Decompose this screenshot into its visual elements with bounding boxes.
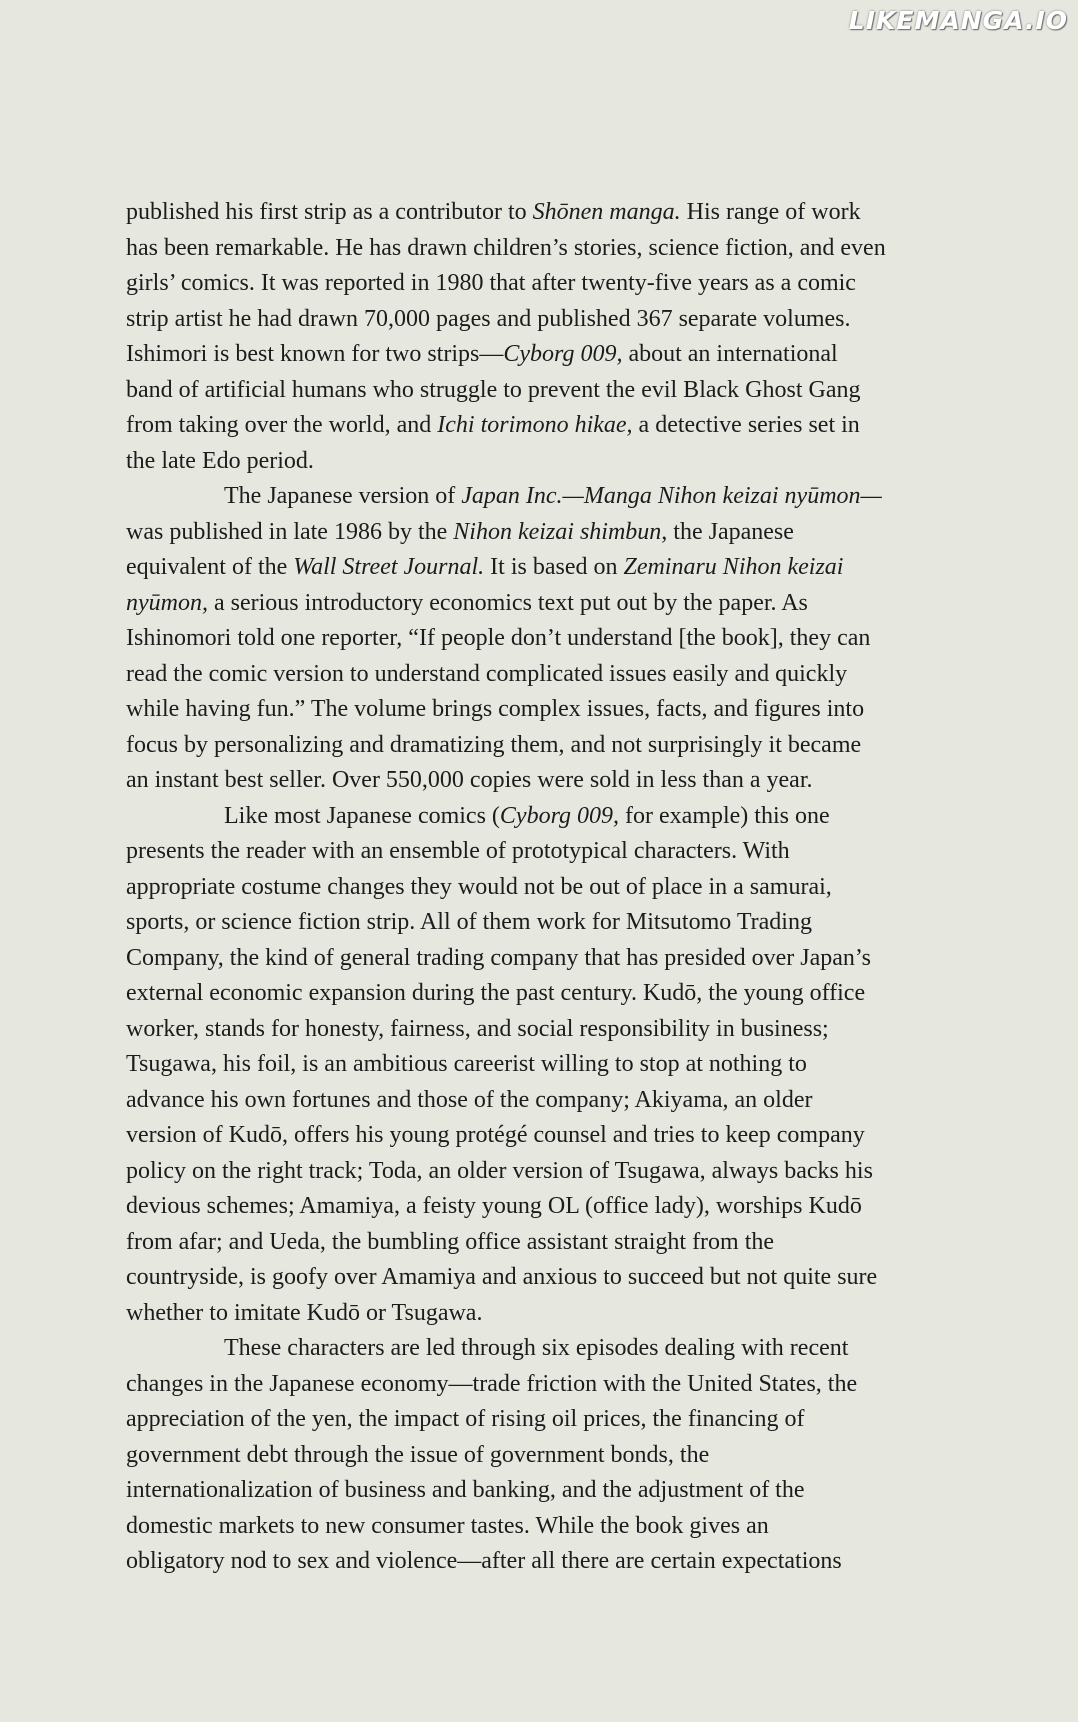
site-watermark: LIKEMANGA.IO	[848, 6, 1068, 35]
text-run: the Japanese	[667, 518, 794, 545]
text-line	[126, 550, 996, 586]
text-line	[126, 231, 996, 267]
text-line	[126, 692, 996, 728]
text-run: version of Kudō, offers his young protégé counsel and tries to keep company	[126, 1122, 865, 1148]
text-run: girls’ comics. It was reported in 1980 that after twenty-five years as a comic	[126, 270, 856, 296]
italic-text: Wall Street Journal.	[293, 554, 485, 580]
text-line	[126, 266, 996, 302]
text-run: Ishimori is best known for two strips—	[126, 341, 504, 367]
text-run: from taking over the world, and	[126, 412, 438, 438]
italic-text: nyūmon,	[126, 589, 208, 616]
text-line	[126, 1225, 996, 1261]
text-line	[126, 728, 996, 764]
text-run: published his first strip as a contributor to	[126, 199, 533, 225]
italic-text: Nihon keizai shimbun,	[453, 518, 668, 545]
text-run: advance his own fortunes and those of the company; Akiyama, an older	[126, 1086, 813, 1113]
text-line	[126, 337, 996, 373]
text-line	[126, 870, 996, 906]
italic-text: Cyborg 009,	[503, 341, 623, 367]
text-run: band of artificial humans who struggle to prevent the evil Black Ghost Gang	[126, 376, 861, 403]
text-run: changes in the Japanese economy—trade friction with the United States, the	[126, 1370, 858, 1397]
text-run: about an international	[622, 341, 838, 367]
text-line	[126, 586, 996, 622]
text-run: an instant best seller. Over 550,000 copies were sold in less than a year.	[126, 767, 813, 793]
italic-text: Cyborg 009,	[499, 802, 620, 829]
text-line	[126, 444, 996, 480]
text-run: while having fun.” The volume brings complex issues, facts, and figures into	[126, 696, 865, 722]
text-run: obligatory nod to sex and violence—after all there are certain expectations	[126, 1548, 842, 1574]
text-run: countryside, is goofy over Amamiya and anxious to succeed but not quite sure	[126, 1264, 878, 1290]
text-line	[126, 373, 996, 409]
paragraph	[126, 1331, 996, 1580]
text-line	[126, 941, 996, 977]
text-run: appreciation of the yen, the impact of rising oil prices, the financing of	[126, 1406, 805, 1432]
text-run: external economic expansion during the past century. Kudō, the young office	[126, 980, 866, 1006]
text-run: was published in late 1986 by the	[126, 518, 454, 545]
text-line	[126, 1509, 996, 1545]
text-line	[126, 515, 996, 551]
text-run: The Japanese version of	[224, 483, 462, 509]
text-run: These characters are led through six episodes dealing with recent	[224, 1335, 849, 1361]
text-run: presents the reader with an ensemble of prototypical characters. With	[126, 838, 790, 864]
text-line	[126, 1189, 996, 1225]
italic-text: Japan Inc.—Manga Nihon keizai nyūmon—	[461, 483, 882, 509]
text-run: policy on the right track; Toda, an older version of Tsugawa, always backs his	[126, 1157, 873, 1184]
text-run: for example) this one	[619, 802, 830, 829]
text-line	[126, 1473, 996, 1509]
text-line	[126, 302, 996, 338]
text-line	[126, 621, 996, 657]
text-run: government debt through the issue of government bonds, the	[126, 1441, 710, 1468]
text-line	[126, 1402, 996, 1438]
text-line	[126, 479, 996, 515]
text-run: internationalization of business and banking, and the adjustment of the	[126, 1477, 805, 1503]
text-line	[126, 657, 996, 693]
text-run: focus by personalizing and dramatizing them, and not surprisingly it became	[126, 731, 862, 758]
text-run: Tsugawa, his foil, is an ambitious careerist willing to stop at nothing to	[126, 1051, 807, 1077]
italic-text: Zeminaru Nihon keizai	[623, 554, 844, 580]
text-run: a detective series set in	[632, 412, 860, 438]
text-line	[126, 1438, 996, 1474]
text-run: a serious introductory economics text put out by the paper. As	[207, 589, 808, 616]
text-line	[126, 1260, 996, 1296]
text-run: It is based on	[484, 554, 624, 580]
text-line	[126, 1296, 996, 1332]
text-run: read the comic version to understand complicated issues easily and quickly	[126, 660, 848, 687]
text-run: sports, or science fiction strip. All of them work for Mitsutomo Trading	[126, 909, 812, 935]
book-page-text	[126, 195, 996, 1580]
text-line	[126, 1154, 996, 1190]
text-line	[126, 976, 996, 1012]
text-line	[126, 905, 996, 941]
text-run: from afar; and Ueda, the bumbling office assistant straight from the	[126, 1228, 775, 1255]
text-run: Like most Japanese comics (	[224, 802, 500, 829]
text-line	[126, 1331, 996, 1367]
text-line	[126, 763, 996, 799]
text-line	[126, 1047, 996, 1083]
paragraph	[126, 799, 996, 1332]
text-line	[126, 1118, 996, 1154]
text-line	[126, 1367, 996, 1403]
text-line	[126, 408, 996, 444]
text-line	[126, 195, 996, 231]
text-run: domestic markets to new consumer tastes. While the book gives an	[126, 1512, 769, 1539]
italic-text: Ichi torimono hikae,	[437, 412, 633, 438]
text-line	[126, 799, 996, 835]
text-run: strip artist he had drawn 70,000 pages and published 367 separate volumes.	[126, 305, 851, 332]
text-run: appropriate costume changes they would not be out of place in a samurai,	[126, 873, 832, 900]
text-run: Ishinomori told one reporter, “If people don’t understand [the book], they can	[126, 625, 871, 651]
text-run: equivalent of the	[126, 554, 294, 580]
text-line	[126, 1544, 996, 1580]
text-run: His range of work	[680, 199, 861, 225]
paragraph	[126, 195, 996, 479]
text-run: worker, stands for honesty, fairness, and social responsibility in business;	[126, 1015, 829, 1042]
text-run: devious schemes; Amamiya, a feisty young OL (office lady), worships Kudō	[126, 1193, 862, 1219]
paragraph	[126, 479, 996, 799]
text-run: Company, the kind of general trading company that has presided over Japan’s	[126, 944, 871, 971]
text-line	[126, 1083, 996, 1119]
italic-text: Shōnen manga.	[532, 199, 681, 225]
text-run: the late Edo period.	[126, 447, 314, 474]
text-run: has been remarkable. He has drawn children’s stories, science fiction, and even	[126, 234, 886, 261]
text-line	[126, 834, 996, 870]
text-line	[126, 1012, 996, 1048]
text-run: whether to imitate Kudō or Tsugawa.	[126, 1299, 483, 1326]
